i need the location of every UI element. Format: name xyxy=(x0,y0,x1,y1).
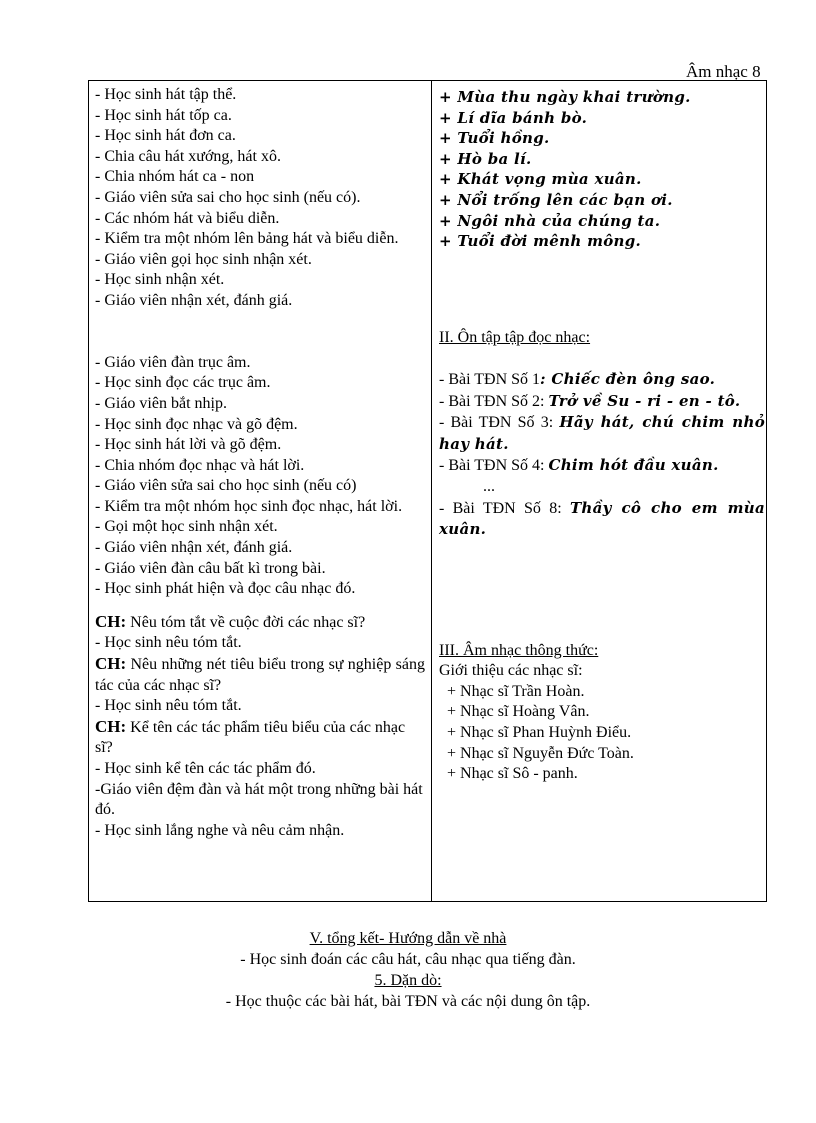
activity-line: - Học sinh nhận xét. xyxy=(95,271,225,289)
song-item: + Nổi trống lên các bạn ơi. xyxy=(439,190,673,209)
activity-line: - Học sinh đọc các trục âm. xyxy=(95,374,271,392)
ellipsis: ... xyxy=(483,477,495,495)
answer-line: - Học sinh kể tên các tác phẩm đó. xyxy=(95,760,316,777)
tdn-title: Trở về Su - ri - en - tô. xyxy=(548,391,741,410)
activity-line: - Kiểm tra một nhóm lên bảng hát và biểu diễn. xyxy=(95,230,399,248)
question-label: CH: xyxy=(95,611,127,631)
composer-item: + Nhạc sĩ Trần Hoàn. xyxy=(447,682,585,700)
page-header-label: Âm nhạc 8 xyxy=(686,62,761,81)
activity-line: - Giáo viên bắt nhịp. xyxy=(95,394,227,412)
tdn-item xyxy=(439,498,765,541)
tdn-title: Hãy hát, chú chim nhỏ hay hát. xyxy=(439,413,765,453)
intro-text: Giới thiệu các nhạc sĩ: xyxy=(439,662,583,680)
activity-line: - Giáo viên nhận xét, đánh giá. xyxy=(95,539,293,557)
activity-line: - Giáo viên gọi học sinh nhận xét. xyxy=(95,250,312,268)
section-heading: II. Ôn tập tập đọc nhạc: xyxy=(439,328,591,346)
activity-line: - Giáo viên sửa sai cho học sinh (nếu có). xyxy=(95,188,361,206)
tdn-prefix: - Bài TĐN Số 1 xyxy=(439,370,541,388)
section-heading: III. Âm nhạc thông thức: xyxy=(439,641,599,659)
tdn-title: : Chiếc đèn ông sao. xyxy=(540,369,716,388)
column-divider xyxy=(431,81,432,901)
tdn-item xyxy=(439,455,765,477)
activity-line: - Chia nhóm đọc nhạc và hát lời. xyxy=(95,456,305,474)
answer-line: - Học sinh nêu tóm tắt. xyxy=(95,634,242,652)
tdn-title: Chim hót đầu xuân. xyxy=(548,456,719,475)
answer-line: -Giáo viên đệm đàn và hát một trong những bài hát đó. xyxy=(95,780,423,819)
composer-item: + Nhạc sĩ Hoàng Vân. xyxy=(447,703,590,721)
activity-line: - Giáo viên sửa sai cho học sinh (nếu có) xyxy=(95,477,357,495)
question-line xyxy=(95,612,425,634)
activity-line: - Các nhóm hát và biểu diễn. xyxy=(95,209,280,227)
teacher-activities-column xyxy=(95,85,425,841)
tdn-item xyxy=(439,369,765,391)
tdn-prefix: - Bài TĐN Số 8: xyxy=(439,499,570,517)
instruction-line: - Học sinh đoán các câu hát, câu nhạc qua tiếng đàn. xyxy=(240,951,576,968)
tdn-title: Thầy cô cho em mùa xuân. xyxy=(439,498,766,539)
song-item: + Lí dĩa bánh bò. xyxy=(439,108,588,127)
section-heading: 5. Dặn dò: xyxy=(374,972,442,989)
lesson-table xyxy=(88,80,767,902)
song-item: + Tuổi đời mênh mông. xyxy=(439,232,642,251)
song-item: + Khát vọng mùa xuân. xyxy=(439,170,642,189)
composer-item: + Nhạc sĩ Phan Huỳnh Điểu. xyxy=(447,724,632,742)
answer-line: - Học sinh lắng nghe và nêu cảm nhận. xyxy=(95,821,345,839)
tdn-prefix: - Bài TĐN Số 3: xyxy=(439,414,560,432)
tdn-prefix: - Bài TĐN Số 2: xyxy=(439,392,549,410)
activity-line: - Gọi một học sinh nhận xét. xyxy=(95,518,278,536)
activity-line: - Giáo viên đàn câu bất kì trong bài. xyxy=(95,559,326,577)
question-line xyxy=(95,654,425,696)
activity-line: - Kiểm tra một nhóm học sinh đọc nhạc, hát lời. xyxy=(95,497,403,515)
question-label: CH: xyxy=(95,654,127,674)
activity-line: - Học sinh hát tập thể. xyxy=(95,86,237,103)
content-column xyxy=(439,87,765,785)
question-text: Nêu tóm tắt về cuộc đời các nhạc sĩ? xyxy=(126,613,366,631)
song-item: + Tuổi hồng. xyxy=(439,129,550,148)
activity-line: - Giáo viên đàn trục âm. xyxy=(95,353,251,371)
activity-line: - Chia câu hát xướng, hát xô. xyxy=(95,147,281,165)
activity-line: - Giáo viên nhận xét, đánh giá. xyxy=(95,291,293,309)
composer-item: + Nhạc sĩ Nguyễn Đức Toàn. xyxy=(447,744,634,762)
activity-line: - Học sinh đọc nhạc và gõ đệm. xyxy=(95,415,298,433)
activity-line: - Học sinh phát hiện và đọc câu nhạc đó. xyxy=(95,580,356,598)
activity-line: - Chia nhóm hát ca - non xyxy=(95,168,255,186)
song-item: + Ngôi nhà của chúng ta. xyxy=(439,211,661,230)
question-label: CH: xyxy=(95,716,127,736)
question-text: Kể tên các tác phẩm tiêu biểu của các nhạc sĩ? xyxy=(95,718,406,757)
activity-line: - Học sinh hát lời và gõ đệm. xyxy=(95,436,282,454)
question-text: Nêu những nét tiêu biểu trong sự nghiệp sáng tác của các nhạc sĩ? xyxy=(95,656,425,694)
activity-line: - Học sinh hát đơn ca. xyxy=(95,127,236,145)
song-item: + Mùa thu ngày khai trường. xyxy=(439,88,691,106)
tdn-item xyxy=(439,412,765,455)
answer-line: - Học sinh nêu tóm tắt. xyxy=(95,697,242,715)
tdn-prefix: - Bài TĐN Số 4: xyxy=(439,457,549,475)
closing-section xyxy=(0,928,816,1012)
tdn-item xyxy=(439,391,765,413)
activity-line: - Học sinh hát tốp ca. xyxy=(95,106,232,124)
instruction-line: - Học thuộc các bài hát, bài TĐN và các nội dung ôn tập. xyxy=(225,993,591,1010)
composer-item: + Nhạc sĩ Sô - panh. xyxy=(447,765,578,783)
question-line xyxy=(95,717,425,759)
section-heading: V. tổng kết- Hướng dẫn về nhà xyxy=(309,930,507,947)
song-item: + Hò ba lí. xyxy=(439,149,532,168)
